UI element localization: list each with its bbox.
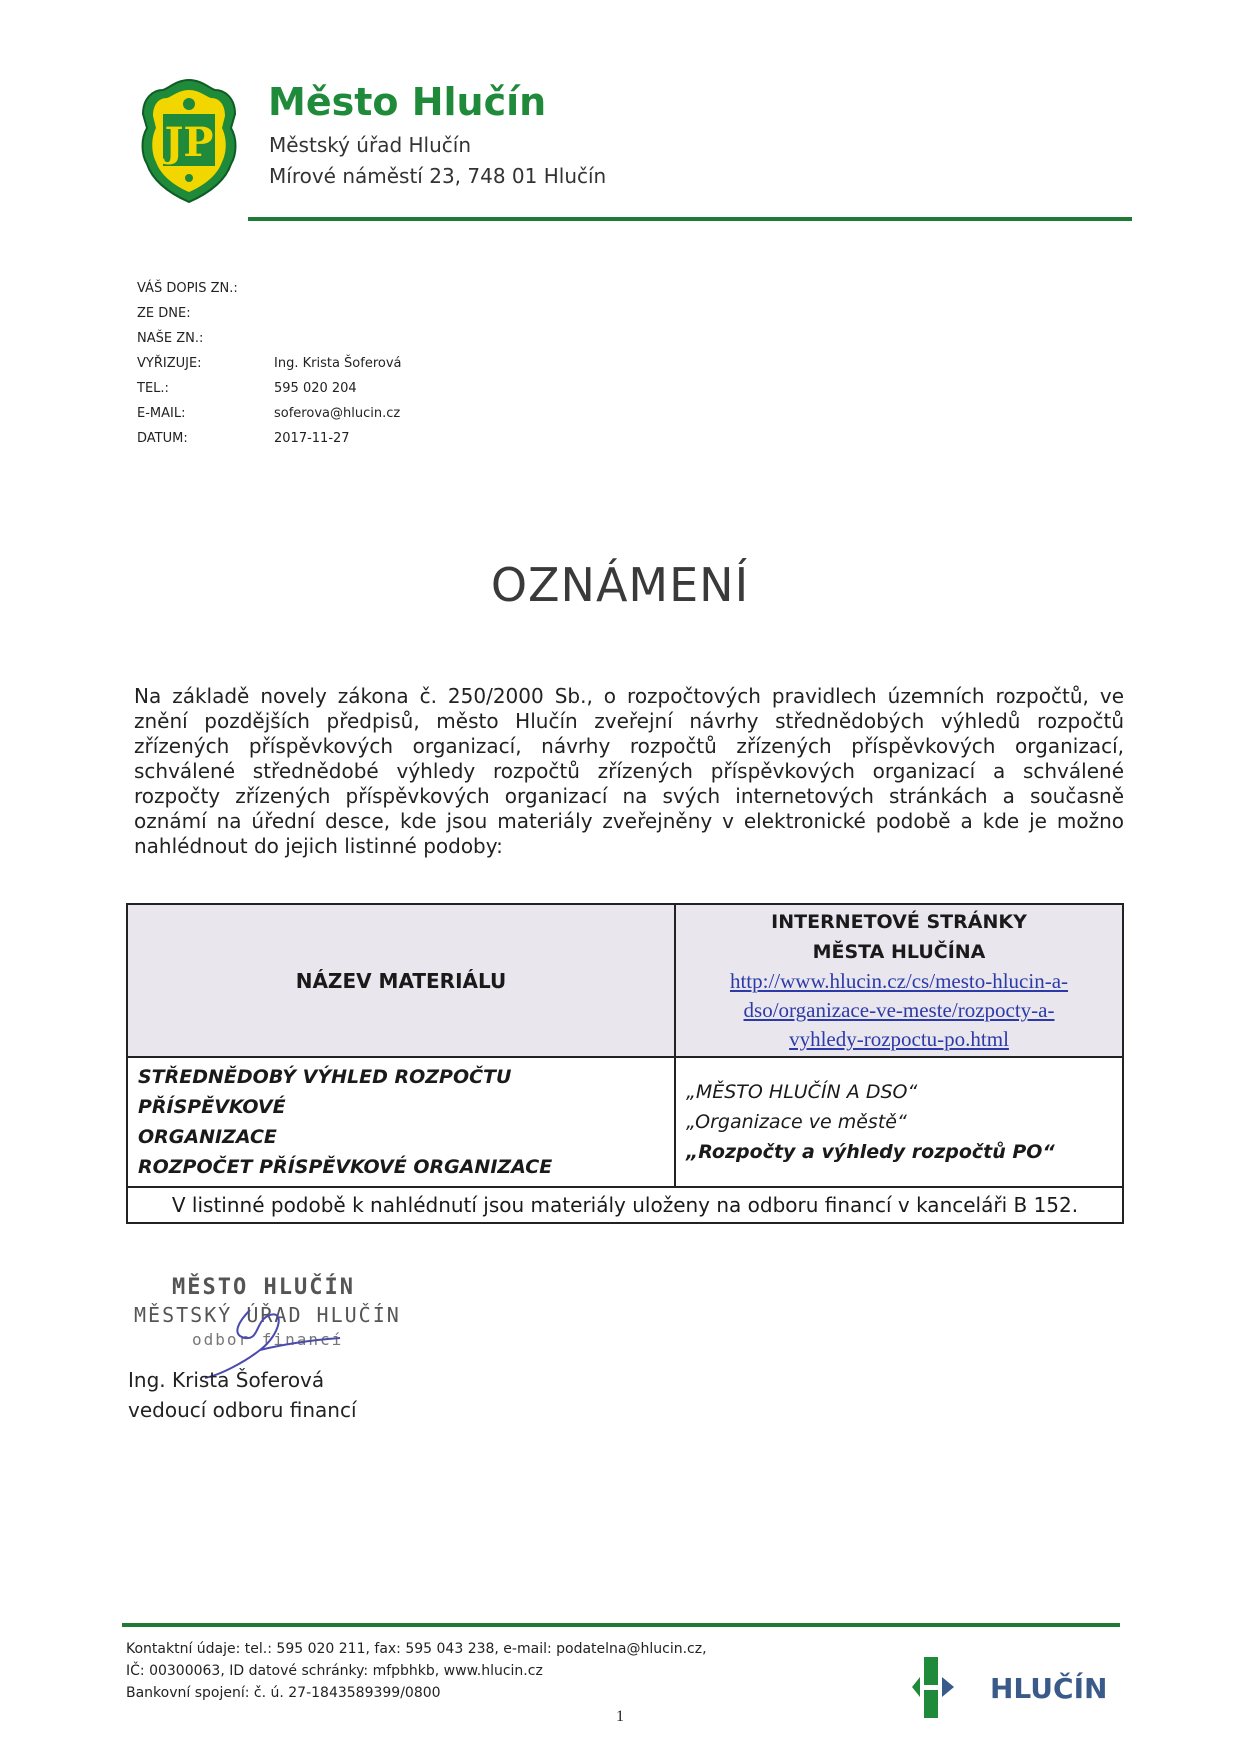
ref-value: soferova@hlucin.cz — [274, 406, 401, 421]
ref-label: NAŠE ZN.: — [137, 331, 204, 346]
office-address: Mírové náměstí 23, 748 01 Hlučín — [269, 164, 607, 188]
reference-block — [137, 276, 402, 451]
city-name: Město Hlučín — [268, 80, 547, 124]
ref-label: DATUM: — [137, 431, 188, 446]
footer-contact-line: Kontaktní údaje: tel.: 595 020 211, fax: 595 043 238, e-mail: podatelna@hlucin.cz, — [126, 1641, 707, 1657]
stamp-line: MĚSTSKÝ ÚŘAD HLUČÍN — [134, 1303, 401, 1327]
column-header-material-name: NÁZEV MATERIÁLU — [127, 904, 675, 1057]
website-link-line2[interactable]: dso/organizace-ve-meste/rozpocty-a- — [743, 998, 1055, 1022]
website-path-line: „MĚSTO HLUČÍN A DSO“ — [686, 1081, 918, 1103]
material-name-line: ORGANIZACE — [138, 1126, 277, 1148]
ref-row-your-letter — [137, 276, 402, 301]
ref-label: TEL.: — [137, 381, 169, 396]
svg-text:JP: JP — [164, 119, 214, 166]
footer-contact-line: Bankovní spojení: č. ú. 27-1843589399/0800 — [126, 1685, 441, 1701]
office-name: Městský úřad Hlučín — [269, 133, 472, 157]
ref-value: 2017-11-27 — [274, 431, 350, 446]
materials-table — [126, 903, 1124, 1224]
table-footnote-row — [127, 1187, 1123, 1223]
ref-row-our-ref — [137, 326, 402, 351]
ref-value: 595 020 204 — [274, 381, 357, 396]
website-path-line: „Organizace ve městě“ — [686, 1111, 907, 1133]
footer-contact — [126, 1638, 707, 1704]
footer-logo-text: HLUČÍN — [990, 1672, 1108, 1705]
stamp-line: MĚSTO HLUČÍN — [172, 1275, 355, 1300]
material-names-cell — [127, 1057, 675, 1187]
stamp-line: odbor financí — [192, 1330, 344, 1349]
ref-row-date — [137, 426, 402, 451]
website-link-line1[interactable]: http://www.hlucin.cz/cs/mesto-hlucin-a- — [729, 969, 1069, 993]
footer-divider — [122, 1623, 1120, 1627]
ref-label: ZE DNE: — [137, 306, 191, 321]
ref-value: Ing. Krista Šoferová — [274, 356, 402, 371]
table-header-row — [127, 904, 1123, 1057]
ref-row-handled-by — [137, 351, 402, 376]
website-link[interactable] — [676, 967, 1122, 1054]
website-path-line: „Rozpočty a výhledy rozpočtů PO“ — [686, 1141, 1055, 1163]
ref-row-dated — [137, 301, 402, 326]
website-header-line1: INTERNETOVÉ STRÁNKY — [771, 911, 1027, 933]
material-name-line: STŘEDNĚDOBÝ VÝHLED ROZPOČTU PŘÍSPĚVKOVÉ — [138, 1066, 512, 1118]
table-row — [127, 1057, 1123, 1187]
signer-name: Ing. Krista Šoferová — [128, 1368, 325, 1392]
document-title: OZNÁMENÍ — [490, 558, 750, 612]
header-divider — [248, 217, 1132, 221]
column-header-website — [675, 904, 1123, 1057]
signer-role: vedoucí odboru financí — [128, 1398, 357, 1422]
page-number: 1 — [616, 1708, 624, 1725]
body-paragraph: Na základě novely zákona č. 250/2000 Sb., o rozpočtových pravidlech územních rozpočtů, ve znění pozdějších předpisů, město Hlučín zveřejní návrhy střednědobých výhledů rozpočtů zřízených příspěvkových organizací, návrhy rozpočtů zřízených příspěvkových organizací, schválené střednědobé výhledy rozpočtů zřízených příspěvkových organizací a schválené rozpočty zřízených příspěvkových organizací na svých internetových stránkách a současně oznámí na úřední desce, kde jsou materiály zveřejněny v elektronické podobě a kde je možno nahlédnout do jejich listinné podoby: — [134, 684, 1124, 858]
material-name-line: ROZPOČET PŘÍSPĚVKOVÉ ORGANIZACE — [138, 1156, 553, 1178]
ref-row-phone — [137, 376, 402, 401]
website-header-line2: MĚSTA HLUČÍNA — [812, 941, 986, 963]
ref-label: VYŘIZUJE: — [137, 356, 202, 371]
ref-row-email — [137, 401, 402, 426]
ref-label: E-MAIL: — [137, 406, 186, 421]
website-path-cell — [675, 1057, 1123, 1187]
table-footnote: V listinné podobě k nahlédnutí jsou materiály uloženy na odboru financí v kanceláři B 152. — [127, 1187, 1123, 1223]
website-link-line3[interactable]: vyhledy-rozpoctu-po.html — [789, 1027, 1009, 1051]
ref-label: VÁŠ DOPIS ZN.: — [137, 281, 238, 296]
footer-contact-line: IČ: 00300063, ID datové schránky: mfpbhkb, www.hlucin.cz — [126, 1663, 543, 1679]
city-crest-icon — [139, 78, 239, 206]
